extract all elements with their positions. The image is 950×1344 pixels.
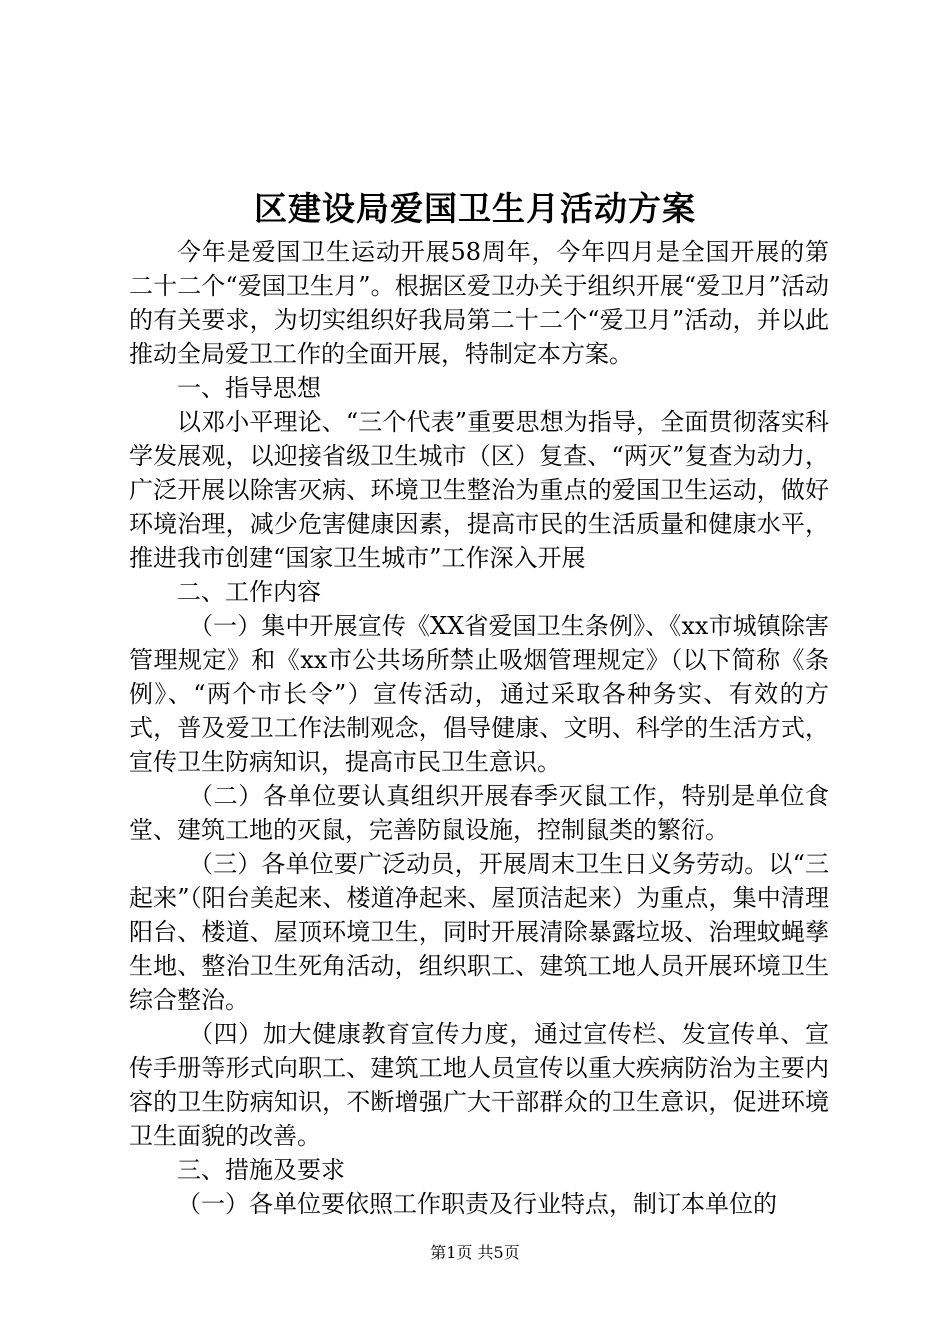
intro-paragraph: 今年是爱国卫生运动开展58周年，今年四月是全国开展的第二十二个“爱国卫生月”。根据区爱卫办关于组织开展“爱卫月”活动的有关要求，为切实组织好我局第二十二个“爱卫月”活动，并以此推动全局爱卫工作的全面开展，特制定本方案。 (129, 238, 829, 368)
section-heading-guiding-ideology: 一、指导思想 (177, 374, 321, 402)
measures-item-1-paragraph: （一）各单位要依照工作职责及行业特点，制订本单位的 (177, 1190, 777, 1218)
section-heading-work-content: 二、工作内容 (177, 578, 321, 606)
document-body (129, 235, 829, 1221)
document-title: 区建设局爱国卫生月活动方案 (254, 189, 696, 228)
work-item-3-paragraph: （三）各单位要广泛动员，开展周末卫生日义务劳动。以“三起来”（阳台美起来、楼道净起来、屋顶洁起来）为重点，集中清理阳台、楼道、屋顶环境卫生，同时开展清除暴露垃圾、治理蚊蝇孳生地、整治卫生死角活动，组织职工、建筑工地人员开展环境卫生综合整治。 (129, 850, 829, 1014)
work-item-4-paragraph: （四）加大健康教育宣传力度，通过宣传栏、发宣传单、宣传手册等形式向职工、建筑工地人员宣传以重大疾病防治为主要内容的卫生防病知识，不断增强广大干部群众的卫生意识，促进环境卫生面貌的改善。 (129, 1020, 829, 1150)
guiding-ideology-paragraph: 以邓小平理论、“三个代表”重要思想为指导，全面贯彻落实科学发展观，以迎接省级卫生城市（区）复查、“两灭”复查为动力，广泛开展以除害灭病、环境卫生整治为重点的爱国卫生运动，做好环境治理，减少危害健康因素，提高市民的生活质量和健康水平，推进我市创建“国家卫生城市”工作深入开展 (129, 408, 829, 572)
section-heading-measures: 三、措施及要求 (177, 1156, 345, 1184)
work-item-2-paragraph: （二）各单位要认真组织开展春季灭鼠工作，特别是单位食堂、建筑工地的灭鼠，完善防鼠设施，控制鼠类的繁衍。 (129, 782, 829, 844)
work-item-1-paragraph: （一）集中开展宣传《XX省爱国卫生条例》、《xx市城镇除害管理规定》和《xx市公共场所禁止吸烟管理规定》（以下简称《条例》、“两个市长令”）宣传活动，通过采取各种务实、有效的方式，普及爱卫工作法制观念，倡导健康、文明、科学的生活方式，宣传卫生防病知识，提高市民卫生意识。 (129, 612, 829, 776)
page-number-footer: 第1页 共5页 (430, 1243, 520, 1262)
